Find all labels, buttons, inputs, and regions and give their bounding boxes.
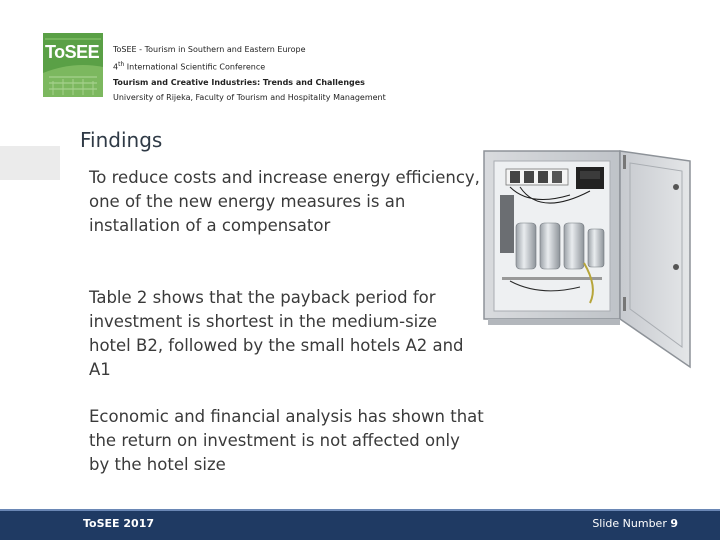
conference-theme: Tourism and Creative Industries: Trends and Challenges bbox=[113, 77, 365, 87]
compensator-cabinet-image bbox=[480, 147, 700, 427]
conference-info bbox=[113, 42, 386, 105]
finding-paragraph-1: To reduce costs and increase energy efficiency, one of the new energy measures is an installation of a compensator bbox=[89, 168, 480, 235]
conference-university: University of Rijeka, Faculty of Tourism and Hospitality Management bbox=[113, 92, 386, 102]
slide-heading: Findings bbox=[80, 128, 163, 152]
tosee-logo bbox=[43, 33, 103, 97]
slide-number: Slide Number 9 bbox=[592, 517, 678, 530]
finding-paragraph-2: Table 2 shows that the payback period for investment is shortest in the medium-size hotel B2, followed by the small hotels A2 and A1 bbox=[89, 288, 464, 379]
finding-paragraph-3: Economic and financial analysis has shown that the return on investment is not affected only by the hotel size bbox=[89, 407, 484, 474]
side-tab-decoration bbox=[0, 146, 60, 180]
logo-text: ToSEE bbox=[45, 42, 100, 62]
conference-edition: 4th International Scientific Conference bbox=[113, 61, 266, 72]
conference-title: ToSEE - Tourism in Southern and Eastern Europe bbox=[113, 45, 306, 54]
footer-event-label: ToSEE 2017 bbox=[83, 517, 154, 530]
